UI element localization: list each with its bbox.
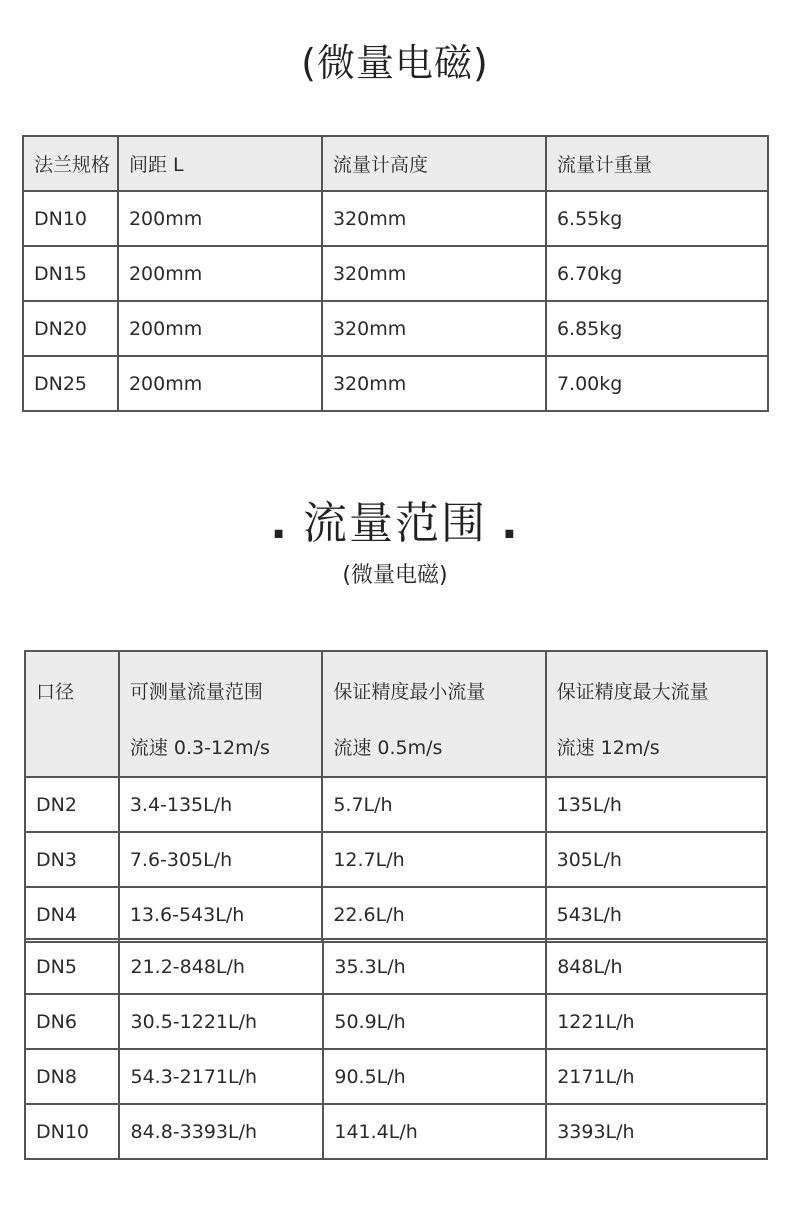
table-cell: DN4 (25, 887, 119, 942)
table-row (25, 939, 767, 994)
table-cell: DN25 (23, 356, 118, 411)
header-cell (25, 651, 119, 777)
header-line1: 保证精度最小流量 (333, 681, 486, 703)
table-cell: 305L/h (546, 832, 767, 887)
table-cell: 35.3L/h (323, 939, 546, 994)
header-cell: 法兰规格 (23, 136, 118, 191)
header-cell (119, 651, 323, 777)
table-cell: DN20 (23, 301, 118, 356)
table-row (23, 301, 768, 356)
table-cell: DN3 (25, 832, 119, 887)
table-row (23, 246, 768, 301)
table-header-row (25, 651, 767, 777)
table-cell: 320mm (322, 356, 546, 411)
table-cell: 54.3-2171L/h (119, 1049, 323, 1104)
header-cell: 流量计重量 (546, 136, 768, 191)
table-cell: 90.5L/h (323, 1049, 546, 1104)
header-line1: 保证精度最大流量 (556, 681, 709, 703)
table-row (25, 1104, 767, 1159)
table-cell: 200mm (118, 301, 322, 356)
header-cell: 流量计高度 (322, 136, 546, 191)
table-cell: 200mm (118, 191, 322, 246)
header-line1: 可测量流量范围 (129, 681, 263, 703)
table-cell: 2171L/h (546, 1049, 767, 1104)
section-title-text: 流量范围 (303, 498, 487, 549)
table-cell: DN10 (25, 1104, 119, 1159)
header-cell (546, 651, 767, 777)
table-cell: DN6 (25, 994, 119, 1049)
table-cell: DN8 (25, 1049, 119, 1104)
table-cell: 320mm (322, 246, 546, 301)
table-cell: 6.55kg (546, 191, 768, 246)
table-cell: 6.85kg (546, 301, 768, 356)
table-cell: 543L/h (546, 887, 767, 942)
header-cell (322, 651, 545, 777)
table-row (25, 777, 767, 832)
table-cell: 135L/h (546, 777, 767, 832)
table-row (25, 887, 767, 942)
title-dot-right: . (501, 498, 520, 549)
table-cell: 3.4-135L/h (119, 777, 323, 832)
table-cell: 1221L/h (546, 994, 767, 1049)
flow-range-table-upper (24, 650, 768, 943)
table-cell: 5.7L/h (322, 777, 545, 832)
header-line2: 流速 12m/s (556, 737, 660, 759)
page-title: (微量电磁) (301, 41, 489, 85)
table-cell: 7.00kg (546, 356, 768, 411)
table-cell: 320mm (322, 191, 546, 246)
table-row (25, 994, 767, 1049)
flange-spec-table (22, 135, 769, 412)
table-cell: DN10 (23, 191, 118, 246)
table-cell: DN2 (25, 777, 119, 832)
table-cell: 50.9L/h (323, 994, 546, 1049)
section-subtitle: (微量电磁) (342, 563, 448, 588)
table-cell: DN15 (23, 246, 118, 301)
table-cell: 22.6L/h (322, 887, 545, 942)
table-cell: 848L/h (546, 939, 767, 994)
table-cell: 200mm (118, 246, 322, 301)
table-header-row (23, 136, 768, 191)
table-cell: 141.4L/h (323, 1104, 546, 1159)
flow-range-table-lower (24, 938, 768, 1160)
table-cell: 3393L/h (546, 1104, 767, 1159)
header-line2: 流速 0.5m/s (333, 737, 443, 759)
title-dot-left: . (270, 498, 289, 549)
table-row (23, 356, 768, 411)
table-cell: 12.7L/h (322, 832, 545, 887)
table-cell: DN5 (25, 939, 119, 994)
table-row (23, 191, 768, 246)
table-cell: 7.6-305L/h (119, 832, 323, 887)
table-cell: 320mm (322, 301, 546, 356)
table-cell: 200mm (118, 356, 322, 411)
table-row (25, 1049, 767, 1104)
table-cell: 13.6-543L/h (119, 887, 323, 942)
section-title (0, 487, 790, 551)
table-row (25, 832, 767, 887)
table-cell: 6.70kg (546, 246, 768, 301)
table-cell: 21.2-848L/h (119, 939, 323, 994)
table-cell: 30.5-1221L/h (119, 994, 323, 1049)
header-cell: 间距 L (118, 136, 322, 191)
header-line1: 口径 (36, 681, 75, 703)
table-cell: 84.8-3393L/h (119, 1104, 323, 1159)
header-line2: 流速 0.3-12m/s (129, 737, 270, 759)
